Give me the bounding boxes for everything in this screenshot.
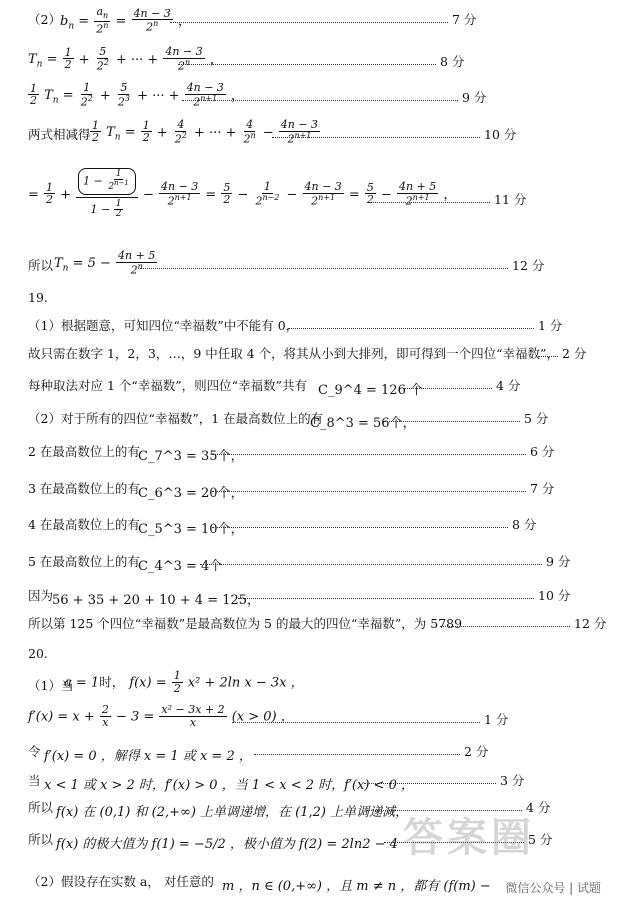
score-label: 5 分 — [524, 411, 549, 426]
lead-text: 3 在最高数位上的有 — [28, 481, 140, 496]
score-label: 10 分 — [484, 127, 517, 142]
lead-text: 5 在最高数位上的有 — [28, 554, 140, 569]
lead-text: （2） — [28, 12, 61, 27]
score-label: 7 分 — [530, 481, 555, 496]
score-label: 8 分 — [512, 517, 537, 532]
lead-text: 令 — [28, 744, 41, 759]
dotted-leader — [232, 722, 480, 723]
formula-c94: C_9^4 = 126 个 — [318, 383, 423, 398]
formula-c53: C_5^3 = 10个， — [138, 522, 244, 537]
score-label: 2 分 — [562, 346, 587, 361]
lead-text: （1）根据题意，可知四位“幸福数”中不能有 0， — [28, 318, 299, 333]
score-label: 12 分 — [574, 616, 607, 631]
watermark-caption: 微信公众号 | 试题 — [505, 881, 601, 895]
formula-assume: m ，n ∈ (0,+∞) ，且 m ≠ n ，都有 (f(m) − — [222, 879, 491, 894]
score-label: 6 分 — [530, 444, 555, 459]
lead-text: 所以第 125 个四位“幸福数”是最高数位为 5 的最大的四位“幸福数”，为 5789 — [28, 616, 463, 631]
lead-text: 所以 — [28, 800, 54, 815]
dotted-leader — [212, 454, 526, 455]
score-label: 7 分 — [452, 12, 477, 27]
formula-c63: C_6^3 = 20个， — [138, 486, 244, 501]
watermark-logo: 答案圈 — [403, 815, 535, 861]
score-label: 3 分 — [500, 773, 525, 788]
dotted-leader — [170, 22, 448, 23]
dotted-leader — [254, 754, 460, 755]
formula-subtract: $\frac{1}{2}$ $T_n$ = $\frac{1}{2}$ + $\frac{4}{2^2}$ + ··· + $\frac{4}{2^n}$ − $\frac{4n - 3}{2^{n+1}}$ — [92, 118, 319, 146]
lead-text: 4 在最高数位上的有 — [28, 517, 140, 532]
dotted-leader — [212, 527, 508, 528]
dotted-leader — [384, 421, 520, 422]
dotted-leader — [238, 598, 534, 599]
formula-sum: 56 + 35 + 20 + 10 + 4 = 125， — [52, 593, 261, 608]
lead-text: 当 — [28, 773, 41, 788]
formula-half-tn: $\frac{1}{2}$ $T_n$ = $\frac{1}{2^2}$ + $\frac{5}{2^3}$ + ··· + $\frac{4n - 3}{2^{n+1}}$ ， — [30, 81, 245, 109]
lead-text: （2）假设存在实数 a， 对任意的 — [28, 874, 214, 889]
formula-monotone: x < 1 或 x > 2 时，f′(x) > 0 ，当 1 < x < 2 时，f′(x) < 0 ， — [44, 778, 414, 793]
dotted-leader — [140, 268, 508, 269]
score-label: 9 分 — [462, 90, 487, 105]
formula-intervals: f(x) 在 (0,1) 和 (2,+∞) 上单调递增，在 (1,2) 上单调递减， — [56, 805, 409, 820]
lead-text: （1）当 — [28, 678, 74, 693]
formula-tn-result: $T_n = 5$ − $\frac{4n + 5}{2^n}$ — [54, 249, 156, 277]
formula-fprime: f′(x) = x + $\frac{2}{x}$ − 3 = $\frac{\text{x² − 3x + 2}}{x}$ (x > 0) ， — [28, 703, 294, 729]
question-number: 19. — [28, 290, 48, 305]
formula-c83: C_8^3 = 56个， — [310, 416, 416, 431]
lead-text: 2 在最高数位上的有 — [28, 444, 140, 459]
dotted-leader — [178, 64, 436, 65]
formula-fx: a = 1时， f(x) = $\frac{1}{2}$ x² + 2ln x − 3x ， — [64, 669, 304, 695]
lead-text: 因为 — [28, 588, 54, 603]
dotted-leader — [370, 202, 490, 203]
dotted-leader — [288, 328, 534, 329]
lead-text: 所以 — [28, 258, 54, 273]
score-label: 11 分 — [494, 192, 527, 207]
formula-c43: C_4^3 = 4个 — [138, 559, 223, 574]
score-label: 4 分 — [496, 378, 521, 393]
score-label: 8 分 — [440, 54, 465, 69]
lead-text: 所以 — [28, 832, 54, 847]
formula-extrema: f(x) 的极大值为 f(1) = −5/2 ，极小值为 f(2) = 2ln2 − 4 — [56, 837, 398, 852]
dotted-leader — [182, 100, 458, 101]
dotted-leader — [272, 137, 480, 138]
formula-bn: $b_n$ = $\frac{a_n}{2^n}$ = $\frac{4n - 3}{2^n}$ ， — [60, 5, 191, 36]
score-label: 9 分 — [546, 554, 571, 569]
score-label: 12 分 — [512, 258, 545, 273]
dotted-leader — [404, 388, 492, 389]
dotted-leader — [364, 783, 496, 784]
lead-text: 故只需在数字 1，2，3，…，9 中任取 4 个，将其从小到大排列，即可得到一个四位“幸福数”， — [28, 346, 559, 361]
dotted-leader — [200, 564, 542, 565]
lead-text: 两式相减得 — [28, 127, 91, 142]
formula-c73: C_7^3 = 35个， — [138, 449, 244, 464]
score-label: 1 分 — [484, 712, 509, 727]
dotted-leader — [538, 356, 558, 357]
score-label: 4 分 — [526, 800, 551, 815]
lead-text: （2）对于所有的四位“幸福数”，1 在最高数位上的有 — [28, 411, 324, 426]
score-label: 2 分 — [464, 744, 489, 759]
question-number: 20. — [28, 646, 48, 661]
score-label: 1 分 — [538, 318, 563, 333]
score-label: 10 分 — [538, 588, 571, 603]
dotted-leader — [440, 626, 570, 627]
formula-simplify: = $\frac{1}{2}$ + 1 − $\frac{1}{2^{n-1}}$ 1 − $\frac{1}{2}$ − $\frac{4n - 3}{2^{n+1}}$ = $\frac{5}{2}$ − $\frac{1}{2^{n-2}}$ − $\frac{4n - 3}{2^{n+1}}$ = $\frac{5}{2}$ − $\frac{4n + 5}{2^{n+1}}$ ， — [28, 169, 457, 220]
dotted-leader — [212, 491, 526, 492]
formula-zero: f′(x) = 0 ，解得 x = 1 或 x = 2 ， — [44, 749, 252, 764]
lead-text: 每种取法对应 1 个“幸福数”，则四位“幸福数”共有 — [28, 378, 307, 393]
formula-tn: $T_n$ = $\frac{1}{2}$ + $\frac{5}{2^2}$ + ··· + $\frac{4n - 3}{2^n}$ ， — [28, 45, 223, 73]
score-label: 5 分 — [528, 832, 553, 847]
